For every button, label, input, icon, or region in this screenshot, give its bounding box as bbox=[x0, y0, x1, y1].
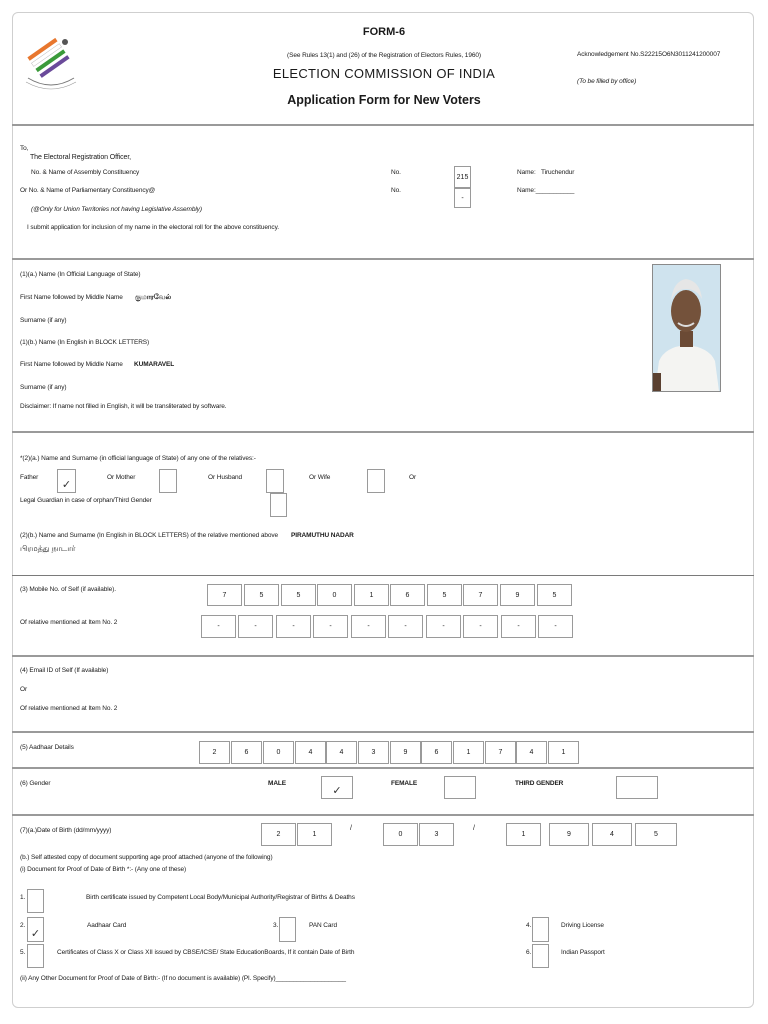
disclaimer: Disclaimer: If name not filled in English, it will be transliterated by software. bbox=[20, 403, 227, 410]
divider bbox=[12, 431, 754, 433]
first-name-local: குமாரவேல் bbox=[135, 294, 172, 301]
guardian-label: Legal Guardian in case of orphan/Third Gender bbox=[20, 497, 152, 504]
dob-month-digit[interactable]: 3 bbox=[419, 823, 454, 846]
assembly-no-field[interactable]: 215 bbox=[454, 166, 471, 188]
birth-certificate-checkbox[interactable] bbox=[27, 889, 44, 913]
driving-license-label: Driving License bbox=[561, 922, 604, 929]
mobile-digit[interactable]: 5 bbox=[537, 584, 572, 606]
wife-checkbox[interactable] bbox=[367, 469, 385, 493]
relative-english-label: (2)(b.) Name and Surname (In English in BLOCK LETTERS) of the relative mentioned above bbox=[20, 532, 279, 539]
assembly-name: Tiruchendur bbox=[541, 169, 575, 176]
mobile-digit[interactable]: 5 bbox=[427, 584, 462, 606]
divider bbox=[12, 814, 754, 816]
parliament-no-field[interactable]: - bbox=[454, 188, 471, 208]
commission-name: ELECTION COMMISSION OF INDIA bbox=[272, 66, 496, 81]
female-label: FEMALE bbox=[391, 780, 418, 787]
mobile-digit[interactable]: 9 bbox=[500, 584, 535, 606]
class-certificate-label: Certificates of Class X or Class XII issued by CBSE/ICSE/ State EducationBoards, If it contain Date of Birth bbox=[57, 949, 355, 956]
divider bbox=[12, 124, 754, 126]
mobile-digit[interactable]: 7 bbox=[463, 584, 498, 606]
aadhaar-digit[interactable]: 7 bbox=[485, 741, 516, 764]
submit-statement: I submit application for inclusion of my name in the electoral roll for the above constituency. bbox=[27, 224, 279, 231]
mobile-digit[interactable]: 6 bbox=[390, 584, 425, 606]
parliament-label: Or No. & Name of Parliamentary Constituency@ bbox=[20, 187, 156, 194]
relative-mobile-digit[interactable]: - bbox=[276, 615, 311, 638]
aadhaar-digit[interactable]: 4 bbox=[516, 741, 547, 764]
assembly-label: No. & Name of Assembly Constituency bbox=[31, 169, 140, 176]
male-label: MALE bbox=[268, 780, 287, 787]
mobile-digit[interactable]: 5 bbox=[244, 584, 279, 606]
surname-label: Surname (if any) bbox=[20, 317, 67, 324]
dob-year-digit[interactable]: 4 bbox=[592, 823, 632, 846]
dob-year-digit[interactable]: 9 bbox=[549, 823, 589, 846]
ut-note: (@Only for Union Territories not having Legislative Assembly) bbox=[31, 206, 202, 213]
aadhaar-label: (5) Aadhaar Details bbox=[20, 744, 74, 751]
class-certificate-checkbox[interactable] bbox=[27, 944, 44, 968]
doc-number: 3. bbox=[273, 922, 279, 929]
relative-mobile-digit[interactable]: - bbox=[538, 615, 573, 638]
name-label: Name: bbox=[517, 169, 536, 176]
office-note: (To be filled by office) bbox=[577, 78, 637, 85]
dob-label: (7)(a.)Date of Birth (dd/mm/yyyy) bbox=[20, 827, 112, 834]
name-local-label: (1)(a.) Name (In Official Language of State) bbox=[20, 271, 141, 278]
relative-local-label: *(2)(a.) Name and Surname (in official language of State) of any one of the relatives:- bbox=[20, 455, 256, 462]
divider bbox=[12, 767, 754, 769]
doc-number: 2. bbox=[20, 922, 26, 929]
doc-number: 6. bbox=[526, 949, 532, 956]
first-name-english: KUMARAVEL bbox=[134, 361, 175, 368]
relative-mobile-label: Of relative mentioned at Item No. 2 bbox=[20, 619, 118, 626]
name-label-2: Name:___________ bbox=[517, 187, 575, 194]
acknowledgement-number: Acknowledgement No.S22215O6N3011241200007 bbox=[577, 51, 721, 58]
other-document-label: (ii) Any Other Document for Proof of Date of Birth:- (If no document is available) (Pl. Specify)____________________ bbox=[20, 975, 346, 982]
aadhaar-card-checkbox[interactable]: ✓ bbox=[27, 917, 44, 942]
applicant-photo bbox=[652, 264, 721, 392]
mobile-digit[interactable]: 5 bbox=[281, 584, 316, 606]
no-label-2: No. bbox=[391, 187, 401, 194]
passport-checkbox[interactable] bbox=[532, 944, 549, 968]
husband-label: Or Husband bbox=[208, 474, 243, 481]
driving-license-checkbox[interactable] bbox=[532, 917, 549, 942]
no-label: No. bbox=[391, 169, 401, 176]
divider bbox=[12, 575, 754, 576]
aadhaar-digit[interactable]: 6 bbox=[231, 741, 262, 764]
first-name-label: First Name followed by Middle Name bbox=[20, 294, 123, 301]
divider bbox=[12, 655, 754, 657]
dob-year-digit[interactable]: 1 bbox=[506, 823, 541, 846]
to-label: To, bbox=[20, 145, 29, 152]
officer-label: The Electoral Registration Officer, bbox=[30, 154, 132, 161]
aadhaar-digit[interactable]: 0 bbox=[263, 741, 294, 764]
husband-checkbox[interactable] bbox=[266, 469, 284, 493]
eci-logo bbox=[22, 30, 80, 96]
doc-number: 1. bbox=[20, 894, 26, 901]
birth-certificate-label: Birth certificate issued by Competent Local Body/Municipal Authority/Registrar of Births & Deaths bbox=[86, 894, 355, 901]
male-checkbox[interactable]: ✓ bbox=[321, 776, 353, 799]
name-english-label: (1)(b.) Name (In English in BLOCK LETTERS) bbox=[20, 339, 150, 346]
relative-name-english: PIRAMUTHU NADAR bbox=[291, 532, 354, 539]
aadhaar-digit[interactable]: 1 bbox=[548, 741, 579, 764]
pan-card-checkbox[interactable] bbox=[279, 917, 296, 942]
father-checkbox[interactable]: ✓ bbox=[57, 469, 76, 493]
relative-mobile-digit[interactable]: - bbox=[426, 615, 461, 638]
aadhaar-digit[interactable]: 1 bbox=[453, 741, 484, 764]
mobile-digit[interactable]: 1 bbox=[354, 584, 389, 606]
aadhaar-digit[interactable]: 3 bbox=[358, 741, 389, 764]
dob-year-digit[interactable]: 5 bbox=[635, 823, 677, 846]
doc-number: 5. bbox=[20, 949, 26, 956]
aadhaar-digit[interactable]: 4 bbox=[326, 741, 357, 764]
mobile-label: (3) Mobile No. of Self (if available). bbox=[20, 586, 116, 593]
email-or: Or bbox=[20, 686, 28, 693]
relative-mobile-digit[interactable]: - bbox=[463, 615, 498, 638]
guardian-checkbox[interactable] bbox=[270, 493, 287, 517]
dob-month-digit[interactable]: 0 bbox=[383, 823, 418, 846]
mobile-digit[interactable]: 0 bbox=[317, 584, 352, 606]
aadhaar-digit[interactable]: 6 bbox=[421, 741, 452, 764]
gender-label: (6) Gender bbox=[20, 780, 51, 787]
aadhaar-digit[interactable]: 9 bbox=[390, 741, 421, 764]
pan-card-label: PAN Card bbox=[309, 922, 337, 929]
aadhaar-digit[interactable]: 2 bbox=[199, 741, 230, 764]
relative-mobile-digit[interactable]: - bbox=[501, 615, 536, 638]
form-number: FORM-6 bbox=[362, 26, 406, 38]
dob-separator: / bbox=[473, 825, 475, 832]
relative-mobile-digit[interactable]: - bbox=[238, 615, 273, 638]
third-gender-checkbox[interactable] bbox=[616, 776, 658, 799]
relative-mobile-digit[interactable]: - bbox=[351, 615, 386, 638]
surname-label-2: Surname (if any) bbox=[20, 384, 67, 391]
divider bbox=[12, 258, 754, 260]
relative-mobile-digit[interactable]: - bbox=[313, 615, 348, 638]
aadhaar-card-label: Aadhaar Card bbox=[87, 922, 127, 929]
aadhaar-digit[interactable]: 4 bbox=[295, 741, 326, 764]
female-checkbox[interactable] bbox=[444, 776, 476, 799]
form-title: Application Form for New Voters bbox=[287, 93, 481, 107]
passport-label: Indian Passport bbox=[561, 949, 605, 956]
relative-name-local: பிரமத்து நாடார் bbox=[20, 544, 76, 553]
relative-mobile-digit[interactable]: - bbox=[388, 615, 423, 638]
dob-proof-label: (i) Document for Proof of Date of Birth *:- (Any one of these) bbox=[20, 866, 187, 873]
first-name-label-2: First Name followed by Middle Name bbox=[20, 361, 123, 368]
dob-day-digit[interactable]: 1 bbox=[297, 823, 332, 846]
email-label: (4) Email ID of Self (If available) bbox=[20, 667, 109, 674]
mobile-digit[interactable]: 7 bbox=[207, 584, 242, 606]
dob-day-digit[interactable]: 2 bbox=[261, 823, 296, 846]
or-label: Or bbox=[409, 474, 417, 481]
dob-separator: / bbox=[350, 825, 352, 832]
relative-email-label: Of relative mentioned at Item No. 2 bbox=[20, 705, 118, 712]
father-label: Father bbox=[20, 474, 39, 481]
divider bbox=[12, 731, 754, 733]
age-proof-label: (b.) Self attested copy of document supporting age proof attached (anyone of the following) bbox=[20, 854, 273, 861]
mother-label: Or Mother bbox=[107, 474, 136, 481]
rules-reference: (See Rules 13(1) and (26) of the Registration of Electors Rules, 1960) bbox=[287, 52, 481, 59]
wife-label: Or Wife bbox=[309, 474, 331, 481]
third-gender-label: THIRD GENDER bbox=[515, 780, 564, 787]
mother-checkbox[interactable] bbox=[159, 469, 177, 493]
relative-mobile-digit[interactable]: - bbox=[201, 615, 236, 638]
doc-number: 4. bbox=[526, 922, 532, 929]
